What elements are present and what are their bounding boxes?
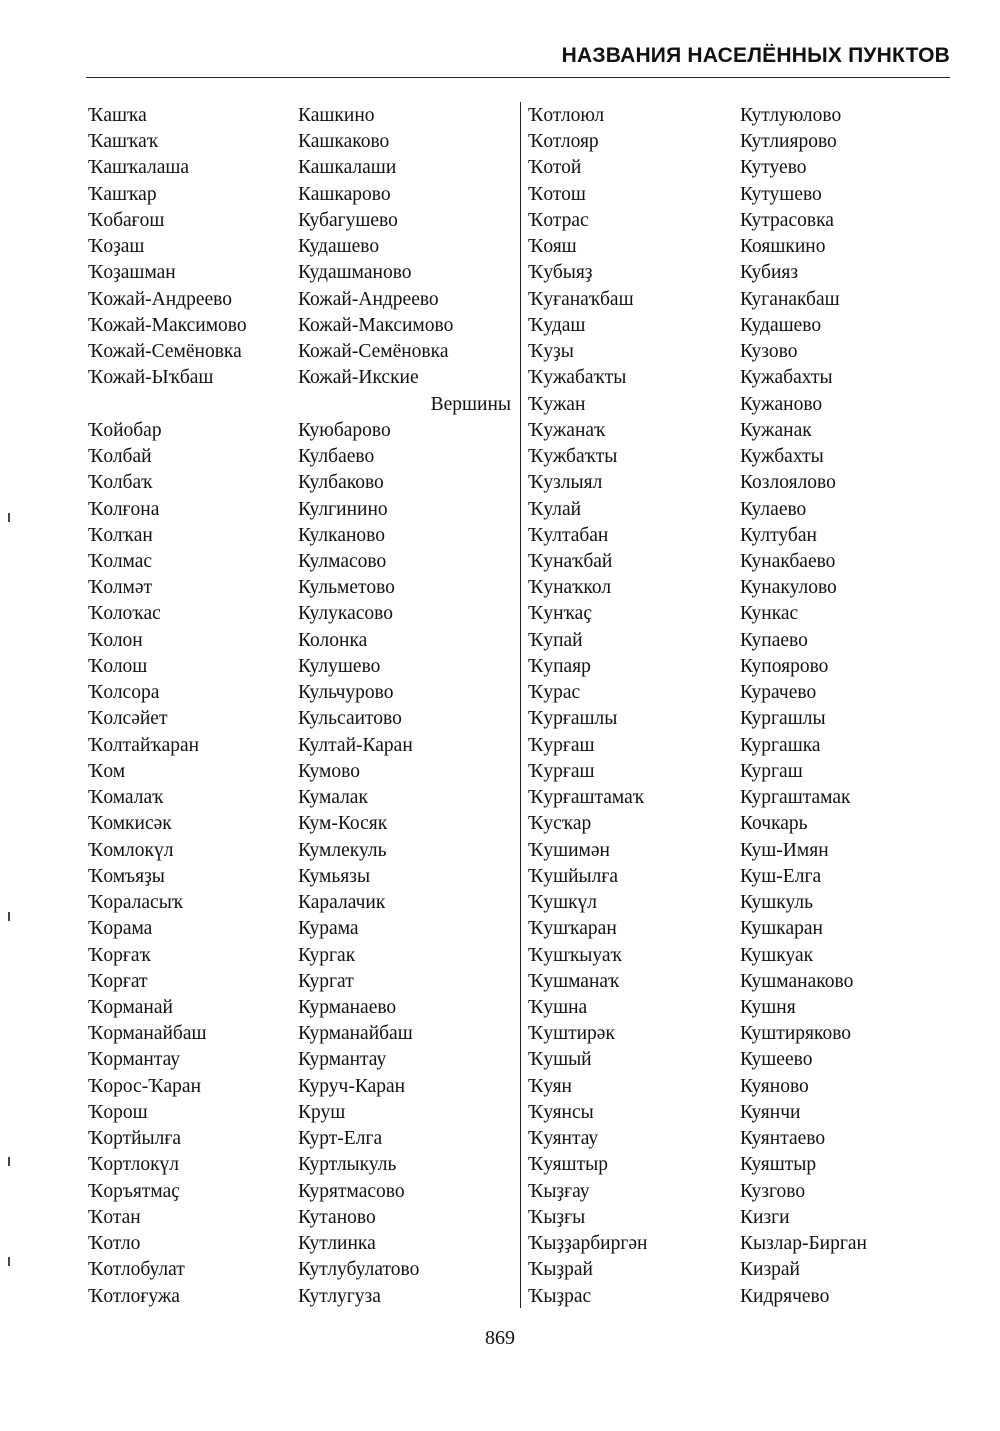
list-item: Ҡорманайбаш [88,1023,207,1045]
list-item: Ҡуянтау [528,1128,599,1150]
list-item: Ҡолҡан [88,524,153,546]
list-item: Ҡушманаҡ [528,970,620,992]
list-item: Ҡотло [88,1233,141,1255]
list-item: Куюбарово [298,419,391,441]
list-item: Ҡотан [88,1206,141,1228]
list-item: Ҡомкисәк [88,813,172,835]
margin-mark [8,1157,10,1166]
list-item [88,392,247,418]
list-item: Курт-Елга [298,1128,383,1150]
list-item: Купаево [740,629,808,651]
list-item: Кулгинино [298,498,388,520]
list-item: Кумово [298,760,360,782]
list-item: Куянчи [740,1101,801,1123]
list-item: Ҡушкүл [528,892,598,914]
list-item: Ҡотрас [528,209,589,231]
list-item: Ҡомъяҙы [88,865,165,887]
list-item: Ҡоҙашман [88,262,176,284]
list-item: Ҡыҙрай [528,1259,593,1281]
list-item: Ҡыҙғау [528,1180,590,1202]
list-item: Ҡурғашлы [528,708,618,730]
list-item: Култубан [740,524,817,546]
margin-mark [8,513,10,522]
list-item: Куш-Елга [740,865,822,887]
list-item: Ҡолон [88,629,143,651]
list-item: Кумалак [298,787,368,809]
list-item: Кумлекуль [298,839,387,861]
list-item: Кубияз [740,262,799,284]
list-item: Кызлар-Бирган [740,1233,867,1255]
list-item: Кудашево [740,314,822,336]
list-item: Кулаево [740,498,807,520]
list-item: Ҡужабаҡты [528,367,627,389]
list-item: Ҡорос-Ҡаран [88,1075,202,1097]
list-item: Ҡорама [88,918,153,940]
list-item: Ҡыҙғы [528,1206,586,1228]
column-bashkir-left [88,103,247,1310]
list-item: Куруч-Каран [298,1075,406,1097]
list-item: Ҡолбай [88,446,152,468]
header-rule [86,77,950,78]
list-item: Ҡыҙҙарбиргән [528,1233,648,1255]
list-item: Ҡорманай [88,996,173,1018]
list-item: Кашкалаши [298,157,397,179]
list-item: Купоярово [740,655,829,677]
list-item: Каралачик [298,892,386,914]
list-item: Ҡудаш [528,314,586,336]
column-russian-left [298,103,511,1310]
list-item: Ҡотлояр [528,131,599,153]
list-item: Култай-Каран [298,734,413,756]
list-item: Ҡолсора [88,682,160,704]
list-item: Кушеево [740,1049,813,1071]
list-item: Кидрячево [740,1285,830,1307]
list-item: Куяштыр [740,1154,817,1176]
list-item: Кудашманово [298,262,412,284]
list-item: Ҡом [88,760,126,782]
list-item: Ҡолбаҡ [88,472,153,494]
list-item: Кургак [298,944,356,966]
list-item: Ҡортлокүл [88,1154,180,1176]
list-item: Ҡусҡар [528,813,592,835]
page-number: 869 [485,1327,515,1349]
list-item: Ҡорғаҡ [88,944,151,966]
list-item: Кулканово [298,524,386,546]
list-item: Кубагушево [298,209,398,231]
list-item: Кутлуюлово [740,105,842,126]
list-item: Кульметово [298,577,395,599]
column-bashkir-right [528,103,647,1310]
list-item: Куштиряково [740,1023,852,1045]
list-item: Кашкино [298,105,375,126]
list-item: Ҡушна [528,996,588,1018]
list-item: Ҡотлобулат [88,1259,185,1281]
list-item: Ҡушҡаран [528,918,617,940]
list-item: Ҡултабан [528,524,609,546]
list-item: Ҡолоҡас [88,603,161,625]
list-item: Ҡожай-Андреево [88,288,232,310]
list-item: Кутлугуза [298,1285,381,1307]
list-item: Ҡупаяр [528,655,591,677]
list-item: Куш-Имян [740,839,829,861]
margin-mark [8,912,10,921]
list-item: Ҡубыяҙ [528,262,593,284]
column-russian-right [740,103,867,1310]
list-item: Кулукасово [298,603,393,625]
list-item: Ҡотой [528,157,582,179]
list-item: Кулбаково [298,472,384,494]
list-item: Кургаш [740,760,803,782]
list-item: Ҡолғона [88,498,160,520]
list-item: Кожай-Семёновка [298,341,449,363]
list-item: Ҡушйылға [528,865,619,887]
list-item: Кутрасовка [740,209,834,231]
list-item: Ҡашҡар [88,183,157,205]
list-item: Ҡомалаҡ [88,787,164,809]
list-item: Курятмасово [298,1180,405,1202]
list-item: Кашкаково [298,131,390,153]
list-item: Ҡушҡыуаҡ [528,944,622,966]
list-item: Ҡурас [528,682,581,704]
list-item: Кушня [740,996,796,1018]
list-item: Курманайбаш [298,1023,413,1045]
list-item: Ҡашҡа [88,105,147,126]
list-item: Ҡужанаҡ [528,419,606,441]
list-item: Козлоялово [740,472,836,494]
list-item: Ҡуянсы [528,1101,594,1123]
column-divider [520,102,521,1308]
list-item: Кульсаитово [298,708,402,730]
list-item: Кашкарово [298,183,391,205]
list-item: Ҡуштирәк [528,1023,615,1045]
list-item: Кужаново [740,393,823,415]
list-item: Ҡужбаҡты [528,446,618,468]
list-item: Курмантау [298,1049,387,1071]
list-item: Круш [298,1101,346,1123]
list-item: Кутлубулатово [298,1259,420,1281]
list-item: Ҡояш [528,236,577,258]
list-item: Ҡобағош [88,209,165,231]
list-item: Кизги [740,1206,790,1228]
list-item: Кудашево [298,236,380,258]
list-item: Кутлиярово [740,131,837,153]
list-item: Ҡотлоюл [528,105,605,126]
list-item: Куяново [740,1075,809,1097]
list-item: Ҡолмәт [88,577,153,599]
list-item: Курачево [740,682,817,704]
list-item: Курама [298,918,359,940]
list-item: Кункас [740,603,799,625]
list-item: Ҡораласыҡ [88,892,183,914]
list-item: Кузгово [740,1180,806,1202]
list-item: Кожай-Максимово [298,314,454,336]
list-item: Курманаево [298,996,397,1018]
margin-mark [8,1257,10,1266]
list-item: Куганакбаш [740,288,840,310]
list-item: Ҡортйылға [88,1128,182,1150]
list-item: Ҡолсәйет [88,708,168,730]
list-item: Ҡолош [88,655,148,677]
list-item: Ҡорғат [88,970,148,992]
list-item: Куянтаево [740,1128,826,1150]
list-item: Ҡойобар [88,419,162,441]
running-header: НАЗВАНИЯ НАСЕЛЁННЫХ ПУНКТОВ [561,44,950,67]
list-item: Кулушево [298,655,381,677]
list-item: Ҡоҙаш [88,236,145,258]
list-item: Ҡашҡаҡ [88,131,159,153]
list-item: Ҡолтайҡаран [88,734,200,756]
list-item: Кунакбаево [740,550,836,572]
list-item: Ҡорош [88,1101,148,1123]
list-item: Кутаново [298,1206,376,1228]
list-item: Кулмасово [298,550,387,572]
list-item: Кушманаково [740,970,854,992]
list-item: Кулбаево [298,446,375,468]
list-item: Ҡушый [528,1049,592,1071]
list-item: Кургаштамак [740,787,851,809]
list-item: Кутлинка [298,1233,376,1255]
list-item: Кургат [298,970,354,992]
list-item: Ҡурғаш [528,760,595,782]
list-item: Кум-Косяк [298,813,388,835]
list-item: Кожай-Андреево [298,288,439,310]
list-item: Кульчурово [298,682,394,704]
list-item: Ҡуғанаҡбаш [528,288,634,310]
list-item: Кузово [740,341,798,363]
list-item: Ҡуҙы [528,341,574,363]
list-item: Кушкуак [740,944,814,966]
list-item: Ҡуян [528,1075,572,1097]
list-item: Ҡыҙрас [528,1285,592,1307]
list-item: Ҡурғаш [528,734,595,756]
list-item: Ҡунҡаҫ [528,603,592,625]
list-item: Ҡашҡалаша [88,157,190,179]
list-item: Кушкаран [740,918,823,940]
list-item: Кужанак [740,419,812,441]
list-item: Ҡурғаштамаҡ [528,787,644,809]
list-item: Кочкарь [740,813,808,835]
list-item: Ҡуяштыр [528,1154,608,1176]
list-item: Ҡотлоғужа [88,1285,180,1307]
list-item: Вершины [430,393,511,415]
list-item: Кутушево [740,183,822,205]
list-item: Кояшкино [740,236,826,258]
list-item: Кушкуль [740,892,814,914]
list-item: Кужбахты [740,446,824,468]
list-item: Колонка [298,629,368,651]
list-item: Куртлыкуль [298,1154,397,1176]
list-item: Ҡупай [528,629,583,651]
list-item: Кургашлы [740,708,826,730]
list-item: Ҡолмас [88,550,153,572]
list-item: Ҡужан [528,393,586,415]
list-item: Ҡунаҡбай [528,550,613,572]
list-item: Кунакулово [740,577,837,599]
list-item: Ҡушимән [528,839,610,861]
list-item: Ҡунаҡкол [528,577,612,599]
list-item: Ҡормантау [88,1049,180,1071]
list-item: Кужабахты [740,367,833,389]
list-item: Ҡулай [528,498,582,520]
list-item: Кожай-Икские [298,367,419,389]
list-item: Ҡоръятмаҫ [88,1180,180,1202]
list-item: Ҡотош [528,183,586,205]
list-item: Кургашка [740,734,821,756]
list-item: Кизрай [740,1259,800,1281]
list-item: Ҡузлыял [528,472,603,494]
list-item: Ҡожай-Ыҡбаш [88,367,214,389]
list-item: Ҡомлокүл [88,839,174,861]
list-item: Кутуево [740,157,807,179]
list-item: Кумьязы [298,865,371,887]
list-item: Ҡожай-Семёновка [88,341,242,363]
list-item: Ҡожай-Максимово [88,314,247,336]
